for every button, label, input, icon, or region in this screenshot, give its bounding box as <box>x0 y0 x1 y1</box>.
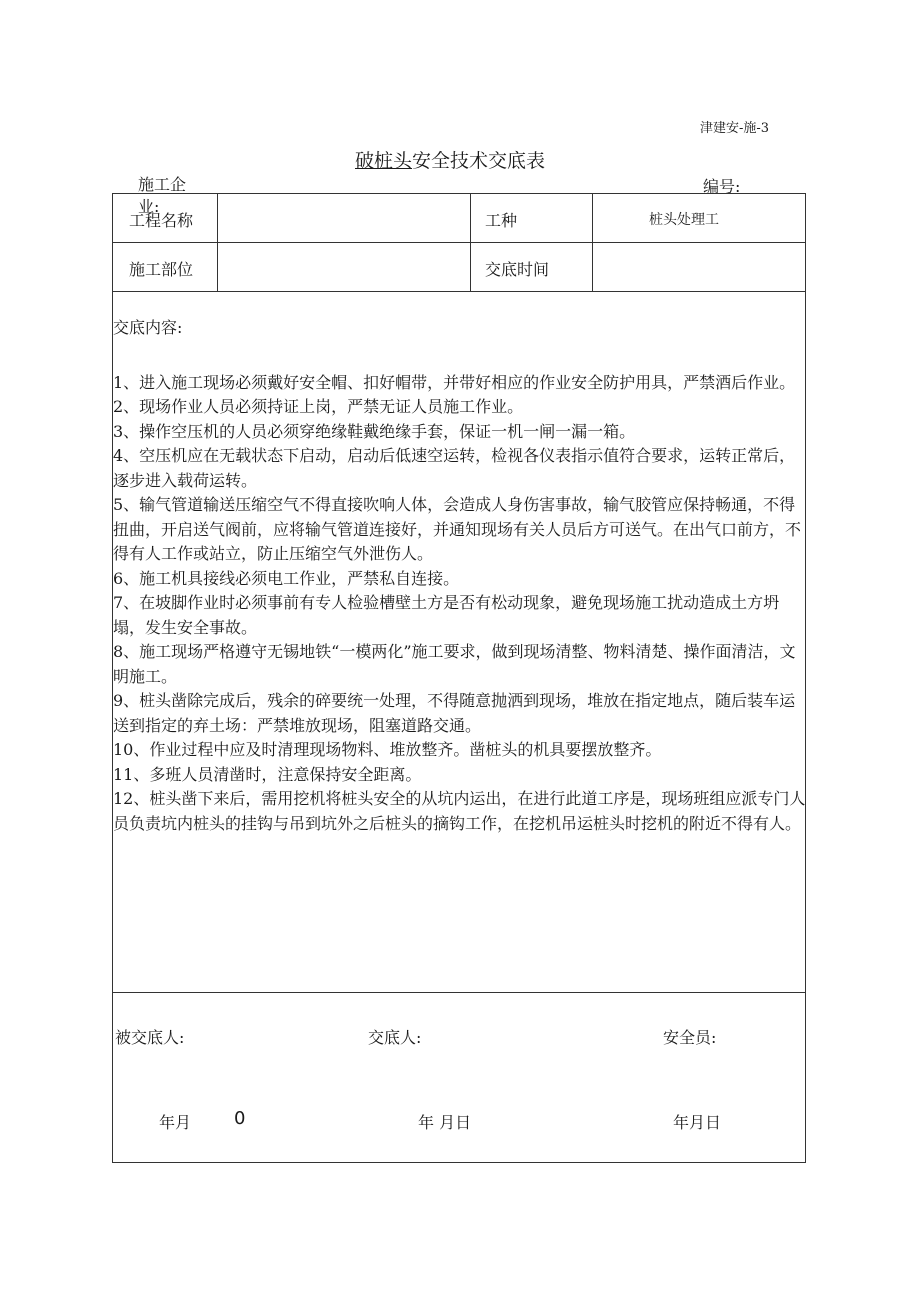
discloser-date: 年 月日 <box>418 1113 472 1132</box>
table-rule <box>470 194 471 291</box>
receiver-date-extra: 0 <box>234 1108 246 1129</box>
content-item: 3、操作空压机的人员必须穿绝缘鞋戴绝缘手套，保证一机一闸一漏一箱。 <box>113 421 636 441</box>
content-item: 10、作业过程中应及时清理现场物料、堆放整齐。凿桩头的机具要摆放整齐。 <box>113 740 662 759</box>
content-item: 6、施工机具接线必须电工作业，严禁私自连接。 <box>113 568 460 588</box>
content-item: 11、多班人员清凿时，注意保持安全距离。 <box>113 764 422 784</box>
table-rule <box>113 291 805 292</box>
number-label: 编号: <box>703 177 741 196</box>
content-item: 2、现场作业人员必须持证上岗，严禁无证人员施工作业。 <box>113 397 524 416</box>
content-item: 1、进入施工现场必须戴好安全帽、扣好帽带，并带好相应的作业安全防护用具，严禁酒后作业。 <box>113 372 796 392</box>
page-title <box>0 146 900 173</box>
content-item: 4、空压机应在无载状态下启动，启动后低速空运转，检视各仪表指示值符合要求，运转正常后，逐步进入载荷运转。 <box>113 446 796 490</box>
content-item: 7、在坡脚作业时必须事前有专人检验槽壁土方是否有松动现象，避免现场施工扰动造成土方坍塌，发生安全事故。 <box>113 593 780 637</box>
project-name-label: 工程名称 <box>129 211 194 230</box>
document-code: 津建安-施-3 <box>700 121 770 136</box>
receiver-date: 年月 <box>159 1113 192 1132</box>
table-rule <box>113 992 805 993</box>
receiver-label: 被交底人: <box>115 1028 185 1047</box>
safety-officer-label: 安全员: <box>663 1028 717 1047</box>
title-underlined-part: 破桩头 <box>354 150 412 172</box>
company-label: 施工企业: <box>138 175 187 216</box>
content-heading: 交底内容: <box>113 318 183 337</box>
trade-label: 工种 <box>485 211 518 230</box>
content-item: 8、施工现场严格遵守无锡地铁“一模两化”施工要求，做到现场清整、物料清楚、操作面清洁，文明施工。 <box>113 642 796 686</box>
content-item: 9、桩头凿除完成后，残余的碎要统一处理，不得随意抛洒到现场，堆放在指定地点，随后装车运送到指定的弃土场：严禁堆放现场，阻塞道路交通。 <box>113 691 796 735</box>
disclosure-content <box>113 316 806 836</box>
location-label: 施工部位 <box>129 260 194 279</box>
trade-value: 桩头处理工 <box>649 212 719 228</box>
discloser-label: 交底人: <box>368 1028 422 1047</box>
title-rest: 安全技术交底表 <box>412 150 546 172</box>
content-item: 5、输气管道输送压缩空气不得直接吹响人体，会造成人身伤害事故，输气胶管应保持畅通，不得扭曲，开启送气阀前，应将输气管道连接好，并通知现场有关人员后方可送气。在出气口前方，不得有人工作或站立，防止压缩空气外泄伤人。 <box>113 495 802 563</box>
time-label: 交底时间 <box>485 260 550 279</box>
content-item: 12、桩头凿下来后，需用挖机将桩头安全的从坑内运出，在进行此道工序是，现场班组应派专门人员负责坑内桩头的挂钩与吊到坑外之后桩头的摘钩工作，在挖机吊运桩头时挖机的附近不得有人。 <box>113 789 806 833</box>
safety-officer-date: 年月日 <box>673 1113 722 1132</box>
table-rule <box>592 194 593 291</box>
table-rule <box>217 194 218 291</box>
